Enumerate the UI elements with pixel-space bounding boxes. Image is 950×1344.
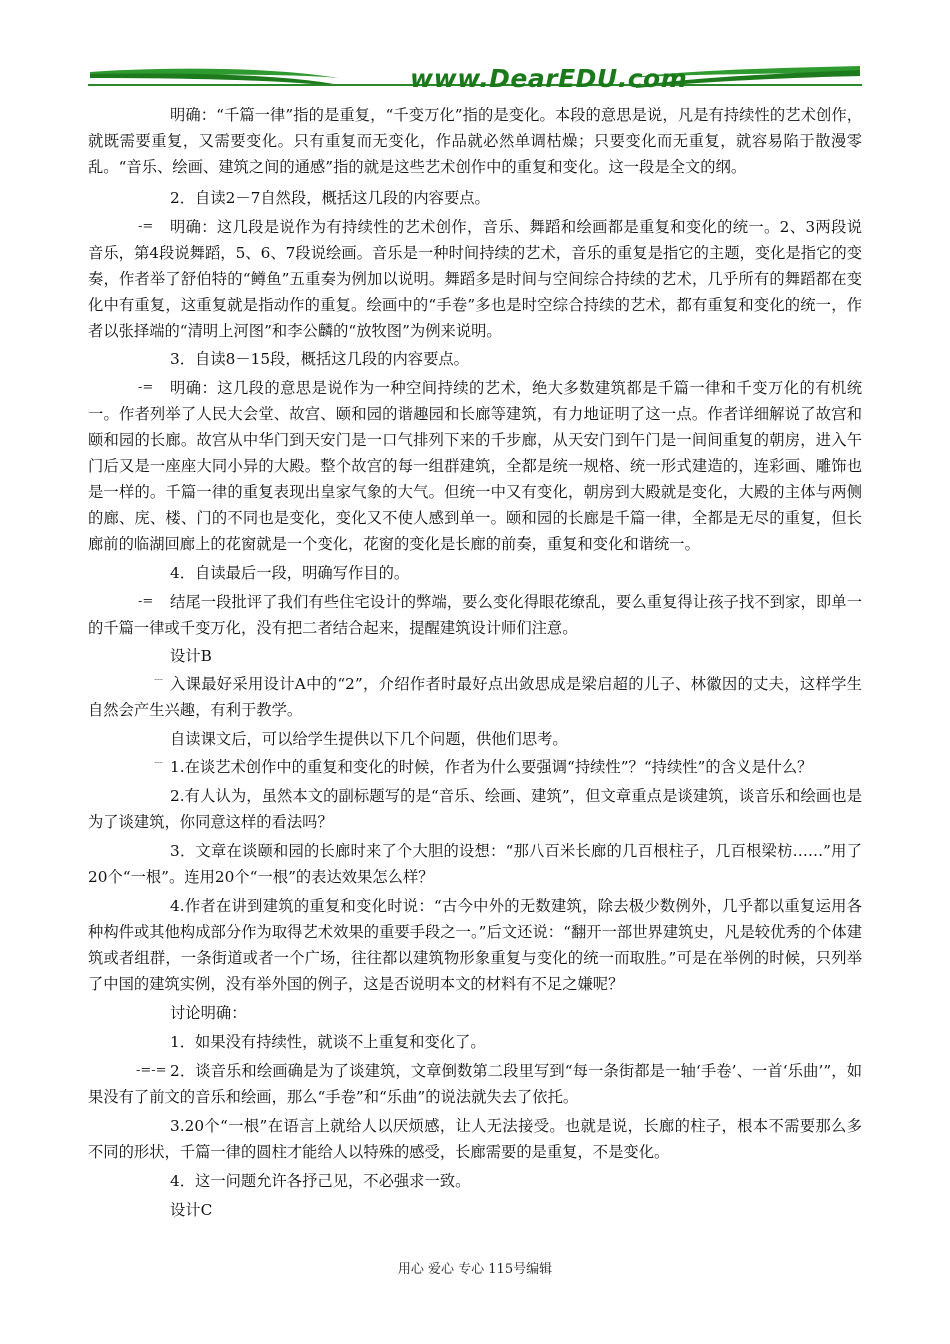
margin-mark: -=-= bbox=[136, 1063, 167, 1078]
page-footer: 用心 爱心 专心 115号编辑 bbox=[397, 1262, 553, 1277]
paragraph-2: 2．自读2－7自然段，概括这几段的内容要点。 bbox=[170, 189, 490, 207]
margin-mark: -= bbox=[138, 594, 154, 609]
answer-1: 1．如果没有持续性，就谈不上重复和变化了。 bbox=[170, 1033, 486, 1051]
paragraph-4: 3．自读8－15段，概括这几段的内容要点。 bbox=[170, 350, 469, 368]
question-2: 2.有人认为，虽然本文的副标题写的是“音乐、绘画、建筑”，但文章重点是谈建筑，谈音乐和绘画也是为了谈建筑，你同意这样的看法吗？ bbox=[88, 787, 862, 831]
answer-3: 3.20个“一根”在语言上就给人以厌烦感，让人无法接受。也就是说，长廊的柱子，根本不需要那么多不同的形状，千篇一律的圆柱才能给人以特殊的感受，长廊需要的是重复，不是变化。 bbox=[88, 1117, 862, 1161]
paragraph-7: 结尾一段批评了我们有些住宅设计的弊端，要么变化得眼花缭乱，要么重复得让孩子找不到家，即单一的千篇一律或千变万化，没有把二者结合起来，提醒建筑设计师们注意。 bbox=[88, 593, 862, 637]
paragraph-3: 明确：这几段是说作为有持续性的艺术创作，音乐、舞蹈和绘画都是重复和变化的统一。2、3两段说音乐，第4段说舞蹈，5、6、7段说绘画。音乐是一种时间持续的艺术，音乐的重复是指它的主题，变化是指它的变奏，作者举了舒伯特的“鳟鱼”五重奏为例加以说明。舞蹈多是时间与空间综合持续的艺术，几乎所有的舞蹈都在变化中有重复，这重复就是指动作的重复。绘画中的“手卷”多也是时空综合持续的艺术，都有重复和变化的统一，作者以张择端的“清明上河图”和李公麟的“放牧图”为例来说明。 bbox=[88, 218, 862, 340]
question-3: 3．文章在谈颐和园的长廊时来了个大胆的设想：“那八百米长廊的几百根柱子，几百根梁枋……”用了20个“一根”。连用20个“一根”的表达效果怎么样？ bbox=[88, 842, 862, 886]
paragraph-6: 4．自读最后一段，明确写作目的。 bbox=[170, 564, 410, 582]
answer-4: 4．这一问题允许各抒己见，不必强求一致。 bbox=[170, 1172, 471, 1190]
question-4: 4.作者在讲到建筑的重复和变化时说：“古今中外的无数建筑，除去极少数例外，几乎都以重复运用各种构件或其他构成部分作为取得艺术效果的重要手段之一。”后文还说：“翻开一部世界建筑史，凡是较优秀的个体建筑或者组群，一条街道或者一个广场，往往都以建筑物形象重复与变化的统一而取胜。”可是在举例的时候，只列举了中国的建筑实例，没有举外国的例子，这是否说明本文的材料有不足之嫌呢？ bbox=[88, 897, 862, 993]
paragraph-5: 明确：这几段的意思是说作为一种空间持续的艺术，绝大多数建筑都是千篇一律和千变万化的有机统一。作者列举了人民大会堂、故宫、颐和园的谐趣园和长廊等建筑，有力地证明了这一点。作者详细解说了故宫和颐和园的长廊。故宫从中华门到天安门是一口气排列下来的千步廊，从天安门到午门是一间间重复的朝房，进入午门后又是一座座大同小异的大殿。整个故宫的每一组群建筑，全都是统一规格、统一形式建造的，连彩画、雕饰也是一样的。千篇一律的重复表现出皇家气象的大气。但统一中又有变化，朝房到大殿就是变化，大殿的主体与两侧的廊、庑、楼、门的不同也是变化，变化又不使人感到单一。颐和园的长廊是千篇一律，全都是无尽的重复，但长廊前的临湖回廊上的花窗就是一个变化，花窗的变化是长廊的前奏，重复和变化和谐统一。 bbox=[88, 379, 862, 553]
section-heading-design-b: 设计B bbox=[170, 647, 212, 665]
header-banner bbox=[88, 62, 862, 96]
paragraph-8: 入课最好采用设计A中的“2”，介绍作者时最好点出敛思成是梁启超的儿子、林徽因的丈夫，这样学生自然会产生兴趣，有利于教学。 bbox=[88, 675, 862, 719]
paragraph-1: 明确：“千篇一律”指的是重复，“千变万化”指的是变化。本段的意思是说，凡是有持续性的艺术创作，就既需要重复，又需要变化。只有重复而无变化，作品就必然单调枯燥；只要变化而无重复，就容易陷于散漫零乱。“音乐、绘画、建筑之间的通感”指的就是这些艺术创作中的重复和变化。这一段是全文的纲。 bbox=[88, 106, 862, 176]
discussion-heading: 讨论明确： bbox=[170, 1004, 247, 1022]
margin-mark: ﹍ bbox=[152, 668, 166, 683]
margin-mark: -= bbox=[138, 380, 154, 395]
question-1: 1.在谈艺术创作中的重复和变化的时候，作者为什么要强调“持续性”？“持续性”的含义是什么？ bbox=[170, 758, 813, 776]
document-body bbox=[88, 102, 862, 1223]
margin-mark: ﹍ bbox=[152, 751, 166, 766]
site-logo-text: www.DearEDU.com bbox=[410, 64, 688, 93]
section-heading-design-c: 设计C bbox=[170, 1201, 213, 1219]
paragraph-9: 自读课文后，可以给学生提供以下几个问题，供他们思考。 bbox=[170, 730, 568, 748]
answer-2: 2．谈音乐和绘画确是为了谈建筑，文章倒数第二段里写到“每一条街都是一轴‘手卷’、一首‘乐曲’”，如果没有了前文的音乐和绘画，那么“手卷”和“乐曲”的说法就失去了依托。 bbox=[88, 1062, 862, 1106]
margin-mark: -= bbox=[138, 219, 154, 234]
